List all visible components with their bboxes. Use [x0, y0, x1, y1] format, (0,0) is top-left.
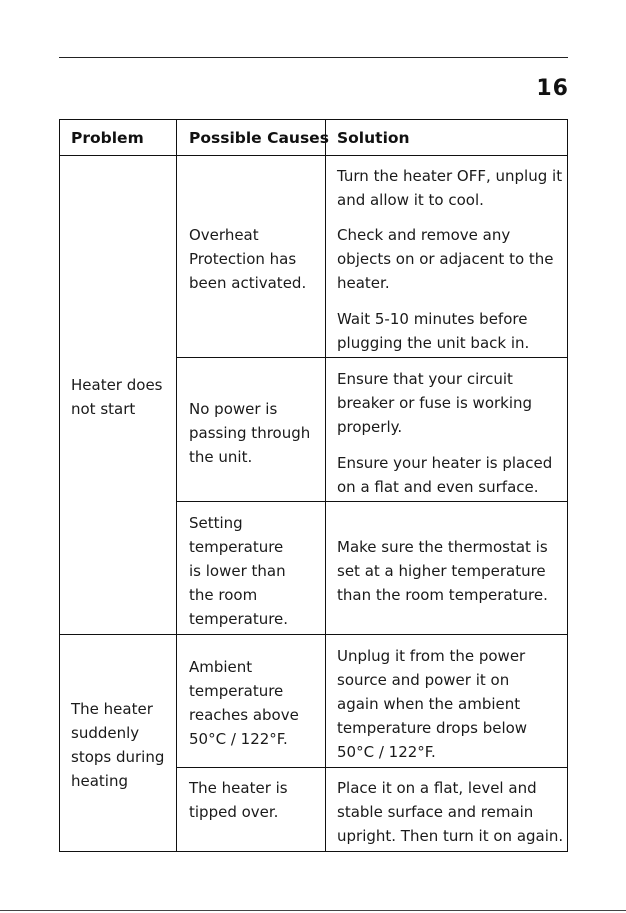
page-number: 16: [536, 76, 569, 101]
solution-text: Place it on a flat, level and stable surface and remain upright. Then turn it on again.: [337, 779, 564, 845]
cause-cell: Overheat Protection has been activated.: [189, 226, 307, 292]
problem-cell: The heater suddenly stops during heating: [71, 700, 165, 790]
solution-text: Wait 5-10 minutes before plugging the unit back in.: [337, 310, 530, 352]
header-rule: [59, 57, 568, 58]
row-divider: [176, 357, 568, 358]
footer-rule: [0, 910, 626, 911]
header-solution: Solution: [337, 129, 410, 147]
problem-cell: Heater does not start: [71, 376, 163, 418]
cause-cell: Setting temperature is lower than the room temperature.: [189, 514, 289, 628]
cause-cell: The heater is tipped over.: [189, 779, 288, 821]
solution-text: Ensure your heater is placed on a flat and even surface.: [337, 454, 553, 496]
solution-text: Unplug it from the power source and power it on again when the ambient temperature drops below 50°C / 122°F.: [337, 647, 528, 761]
header-possible-causes: Possible Causes: [189, 129, 329, 147]
cause-cell: Ambient temperature reaches above 50°C / 122°F.: [189, 658, 299, 748]
column-divider-1: [176, 119, 177, 852]
column-divider-2: [325, 119, 326, 852]
solution-text: Check and remove any objects on or adjacent to the heater.: [337, 226, 554, 292]
header-divider: [59, 155, 568, 156]
row-divider: [176, 767, 568, 768]
solution-text: Make sure the thermostat is set at a higher temperature than the room temperature.: [337, 538, 548, 604]
header-problem: Problem: [71, 129, 144, 147]
cause-cell: No power is passing through the unit.: [189, 400, 311, 466]
problem-divider: [59, 634, 568, 635]
solution-text: Ensure that your circuit breaker or fuse is working properly.: [337, 370, 533, 436]
solution-text: Turn the heater OFF, unplug it and allow it to cool.: [337, 167, 563, 209]
row-divider: [176, 501, 568, 502]
